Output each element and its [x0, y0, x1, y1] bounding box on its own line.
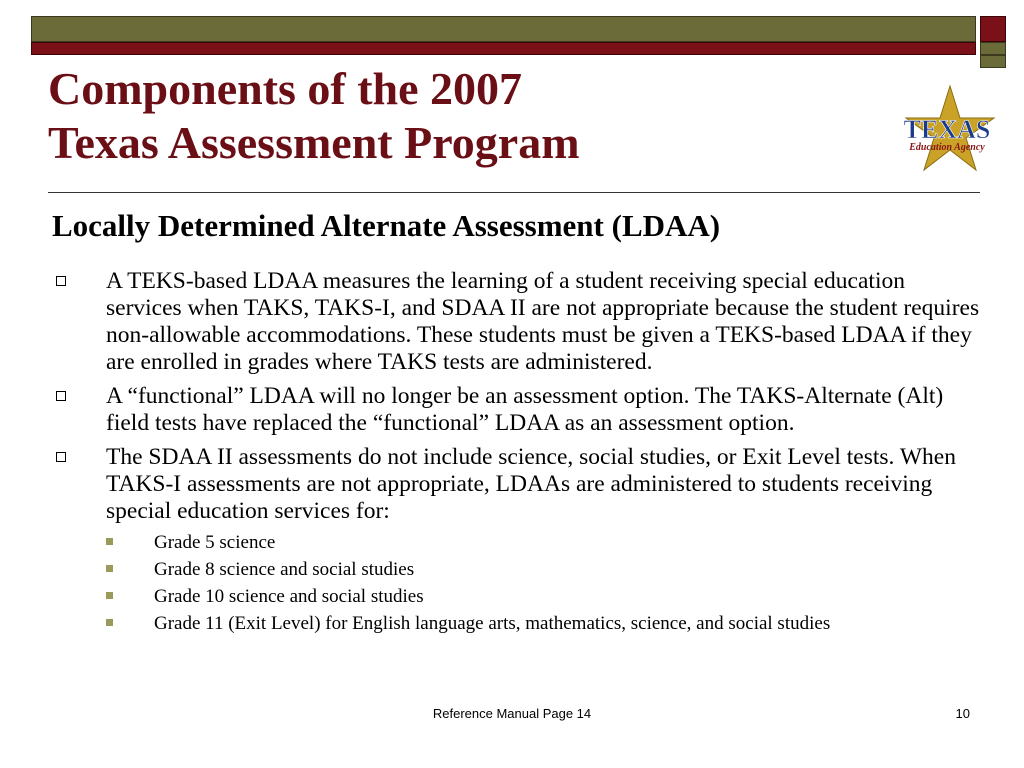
- sub-bullet-item: [106, 610, 982, 637]
- sub-bullet-text: Grade 10 science and social studies: [154, 586, 424, 607]
- title-line-2: Texas Assessment Program: [48, 117, 580, 168]
- title-divider: [48, 192, 980, 193]
- section-subtitle: Locally Determined Alternate Assessment (LDAA): [52, 208, 721, 243]
- page-title: [48, 62, 868, 170]
- bullet-item-3: [52, 444, 982, 637]
- filled-square-bullet-icon: [106, 538, 113, 545]
- filled-square-bullet-icon: [106, 592, 113, 599]
- bullet-item-1: [52, 268, 982, 376]
- header-decor-bar-olive: [31, 16, 976, 42]
- page-number: 10: [955, 706, 970, 721]
- logo-text-sub: Education Agency: [909, 142, 985, 153]
- sub-bullet-item: [106, 529, 982, 556]
- sub-bullet-text: Grade 8 science and social studies: [154, 559, 415, 580]
- footer-reference: Reference Manual Page 14: [432, 706, 592, 721]
- square-bullet-icon: [56, 391, 66, 401]
- sub-bullet-item: [106, 556, 982, 583]
- filled-square-bullet-icon: [106, 619, 113, 626]
- filled-square-bullet-icon: [106, 565, 113, 572]
- bullet-list: [52, 268, 982, 644]
- sub-bullet-list: [106, 529, 982, 637]
- header-decor-bar-maroon: [31, 42, 976, 55]
- title-line-1: Components of the 2007: [48, 63, 523, 114]
- texas-education-agency-logo: [890, 84, 1005, 174]
- sub-bullet-text: Grade 11 (Exit Level) for English language arts, mathematics, science, and social studies: [154, 613, 831, 634]
- bullet-text: A TEKS-based LDAA measures the learning of a student receiving special education services when TAKS, TAKS-I, and SDAA II are not appropriate because the student requires non-allowable accommodations. These students must be given a TEKS-based LDAA if they are enrolled in grades where TAKS tests are administered.: [106, 268, 980, 375]
- logo-text-main: TEXAS: [903, 115, 991, 144]
- corner-decor-square-olive-lower: [980, 55, 1006, 68]
- bullet-text: The SDAA II assessments do not include science, social studies, or Exit Level tests. When TAKS-I assessments are not appropriate, LDAAs are administered to students receiving special education services for:: [106, 444, 956, 524]
- square-bullet-icon: [56, 452, 66, 462]
- corner-decor-square-maroon: [980, 16, 1006, 42]
- sub-bullet-text: Grade 5 science: [154, 532, 276, 553]
- bullet-item-2: [52, 383, 982, 437]
- sub-bullet-item: [106, 583, 982, 610]
- square-bullet-icon: [56, 276, 66, 286]
- bullet-text: A “functional” LDAA will no longer be an assessment option. The TAKS-Alternate (Alt) field tests have replaced the “functional” LDAA as an assessment option.: [106, 383, 944, 436]
- corner-decor-square-olive: [980, 42, 1006, 55]
